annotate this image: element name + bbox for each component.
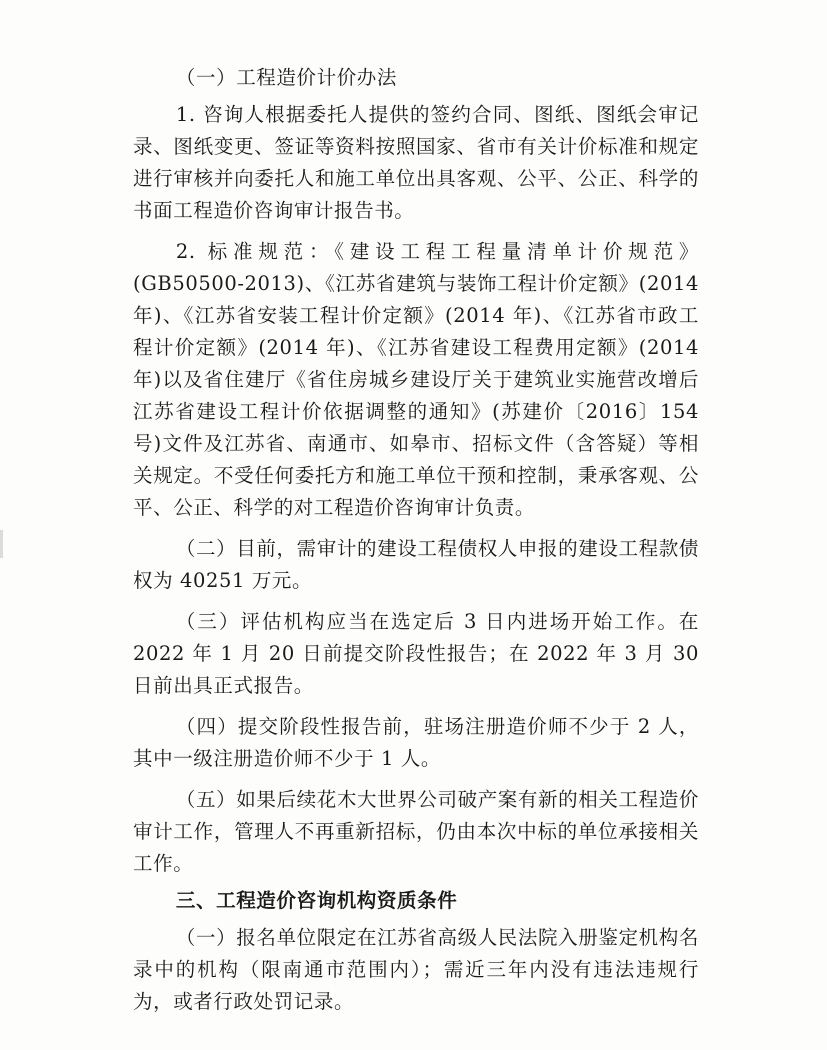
paragraph-claim-amount: （二）目前，需审计的建设工程债权人申报的建设工程款债权为 40251 万元。 bbox=[133, 537, 699, 592]
paragraph-registration-scope: （一）报名单位限定在江苏省高级人民法院入册鉴定机构名录中的机构（限南通市范围内）；需近三年内没有违法违规行为，或者行政处罚记录。 bbox=[133, 926, 699, 1013]
paragraph-staffing: （四）提交阶段性报告前，驻场注册造价师不少于 2 人，其中一级注册造价师不少于 1 人。 bbox=[133, 715, 699, 770]
scan-edge-mark bbox=[0, 530, 3, 558]
paragraph-follow-up-work: （五）如果后续花木大世界公司破产案有新的相关工程造价审计工作，管理人不再重新招标，仍由本次中标的单位承接相关工作。 bbox=[133, 788, 699, 875]
paragraph-standards: 2. 标准规范：《建设工程工程量清单计价规范》(GB50500-2013)、《江苏省建筑与装饰工程计价定额》(2014年)、《江苏省安装工程计价定额》(2014 年)、《江苏省市政工程计价定额》(2014 年)、《江苏省建设工程费用定额》(2014 年)以及省住建厅《省住房城乡建设厅关于建筑业实施营改增后江苏省建设工程计价依据调整的通知》(苏建价〔2016〕154 号)文件及江苏省、南通市、如皋市、招标文件（含答疑）等相关规定。不受任何委托方和施工单位干预和控制，秉承客观、公平、公正、科学的对工程造价咨询审计负责。 bbox=[133, 240, 699, 519]
document-body bbox=[133, 62, 699, 1018]
paragraph-schedule: （三）评估机构应当在选定后 3 日内进场开始工作。在 2022 年 1 月 20 日前提交阶段性报告；在 2022 年 3 月 30 日前出具正式报告。 bbox=[133, 610, 699, 697]
section-heading-pricing-method: （一）工程造价计价办法 bbox=[175, 66, 397, 89]
paragraph-consulting-basis: 1. 咨询人根据委托人提供的签约合同、图纸、图纸会审记录、图纸变更、签证等资料按照国家、省市有关计价标准和规定进行审核并向委托人和施工单位出具客观、公平、公正、科学的书面工程造价咨询审计报告书。 bbox=[133, 103, 699, 222]
section-heading-qualifications: 三、工程造价咨询机构资质条件 bbox=[175, 889, 458, 912]
